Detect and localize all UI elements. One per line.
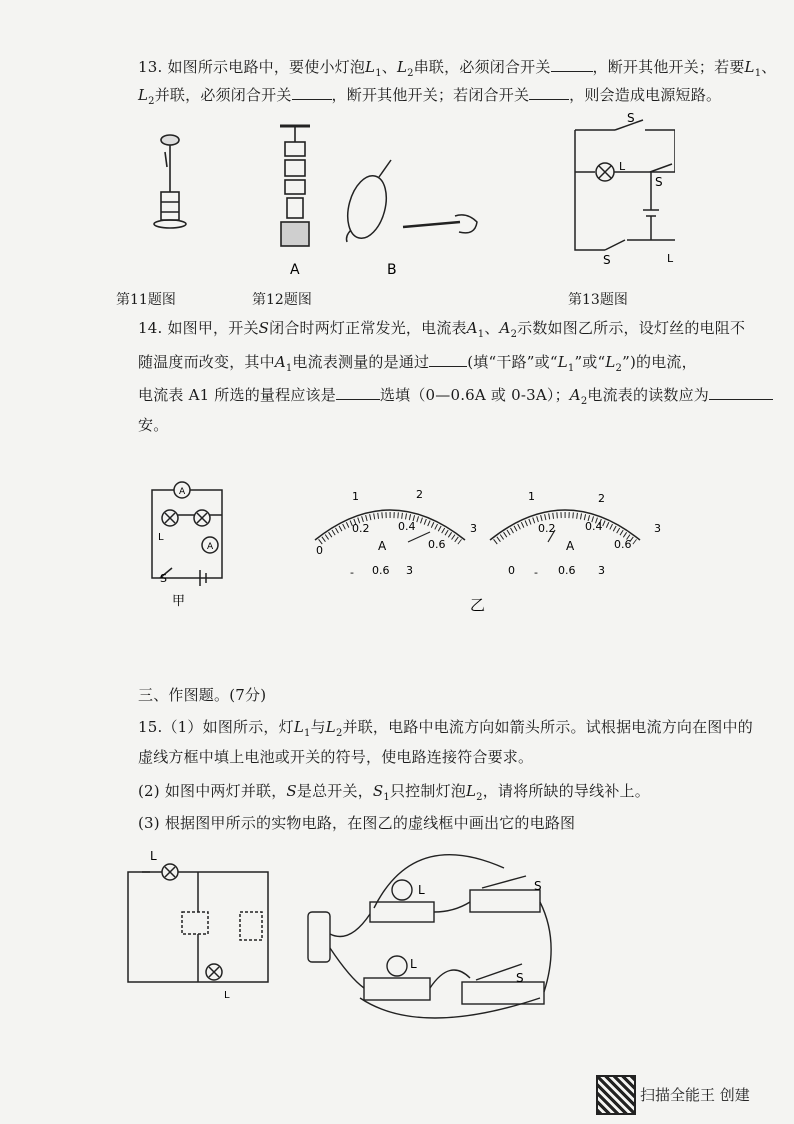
q15-l2-label: L [224, 990, 230, 1001]
q13-blank-3[interactable] [529, 85, 569, 100]
q15-line2: 虚线方框中填上电池或开关的符号，使电路连接符合要求。 [138, 748, 534, 766]
a2-term-06: 0.6 [558, 564, 576, 577]
fig12-a-apparatus [280, 126, 310, 246]
fig12-label-a: A [290, 262, 300, 278]
q14-figures [130, 470, 690, 620]
a1-zero: 0 [316, 544, 323, 557]
footer-brand: 扫描全能王 创建 [640, 1086, 750, 1104]
a1-name: A [378, 539, 387, 553]
section3-title: 三、作图题。(7分) [138, 686, 267, 704]
q15-phys-l1: L [418, 883, 425, 897]
a2-three: 3 [654, 522, 661, 535]
fig13-l2-label: L [667, 252, 674, 265]
q14-line1: 14. 如图甲，开关S闭合时两灯正常发光，电流表$A_1$、$A_2$示数如图乙所示，设灯丝的电阻不 [138, 319, 746, 340]
q14-line3: 电流表 A1 所选的量程应该是 选填（0—0.6A 或 0-3A）；$A_2$电流表的读数应为 [138, 384, 773, 407]
q15-line3: (2) 如图中两灯并联，S是总开关，$S_1$只控制灯泡$L_2$，请将所缺的导线补上。 [138, 782, 650, 803]
jia-s-label: S [160, 572, 167, 585]
caption-fig13: 第13题图 [568, 292, 628, 308]
q15-line1: 15.（1）如图所示，灯$L_1$与$L_2$并联，电路中电流方向如箭头所示。试根据电流方向在图中的 [138, 718, 753, 739]
label-jia: 甲 [172, 594, 186, 609]
q15-physical-circuit [308, 855, 551, 1018]
a2-term-3: 3 [598, 564, 605, 577]
q14-blank-1[interactable] [429, 352, 467, 367]
fig11-apparatus [154, 135, 186, 228]
q15-phys-s: S [516, 971, 524, 985]
figures-row1 [115, 112, 675, 312]
caption-fig12: 第12题图 [252, 292, 312, 308]
a1-six: 0.6 [428, 538, 446, 551]
a2-tick-04: 0.4 [585, 520, 603, 533]
a1-term-3: 3 [406, 564, 413, 577]
q13-line2: $L_2$并联，必须闭合开关 ，断开其他开关；若闭合开关 ，则会造成电源短路。 [138, 86, 722, 107]
q15-phys-l2: L [410, 957, 417, 971]
q13-line1: 13. 如图所示电路中，要使小灯泡$L_1$、$L_2$串联，必须闭合开关 ，断开其他开关；若要$L_1$、 [138, 58, 777, 79]
a2-term-neg: - [534, 566, 538, 579]
a2-tick-02: 0.2 [538, 522, 556, 535]
q14-blank-3[interactable] [709, 385, 773, 400]
a1-three: 3 [470, 522, 477, 535]
jia-a2-label: A [207, 542, 214, 552]
a1-tick-1: 1 [352, 490, 359, 503]
fig13-l1-label: L [619, 160, 626, 173]
fig12-label-b: B [387, 262, 397, 278]
a2-six: 0.6 [614, 538, 632, 551]
a1-tick-04: 0.4 [398, 520, 416, 533]
a1-tick-02: 0.2 [352, 522, 370, 535]
q15-line4: (3) 根据图甲所示的实物电路，在图乙的虚线框中画出它的电路图 [138, 814, 576, 832]
jia-l1-label: L [158, 532, 164, 543]
a2-zero: 0 [508, 564, 515, 577]
a2-tick-1: 1 [528, 490, 535, 503]
qr-code-icon [596, 1075, 636, 1115]
q14-blank-2[interactable] [336, 385, 380, 400]
fig13-s2-label: S [655, 175, 663, 189]
q14-line4: 安。 [138, 416, 169, 434]
caption-fig11: 第11题图 [116, 292, 176, 308]
a2-name: A [566, 539, 575, 553]
a1-term-neg: - [350, 566, 354, 579]
a1-tick-2: 2 [416, 488, 423, 501]
a1-term-06: 0.6 [372, 564, 390, 577]
fig13-s1-label: S [627, 112, 635, 125]
q13-blank-1[interactable] [551, 57, 593, 72]
fig12-b-apparatus [341, 160, 477, 243]
a2-tick-2: 2 [598, 492, 605, 505]
q15-l1-label: L [150, 849, 157, 863]
q13-blank-2[interactable] [292, 85, 332, 100]
label-yi: 乙 [470, 596, 486, 614]
q15-circuit [128, 864, 268, 982]
q15-figures [120, 838, 560, 1028]
q14-line2: 随温度而改变，其中$A_1$电流表测量的是通过 (填“干路”或“$L_1$”或“$L_2$”)的电流， [138, 353, 697, 374]
fig13-s3-label: S [603, 253, 611, 267]
jia-a1-label: A [179, 487, 186, 497]
q15-phys-s1: S [534, 879, 542, 893]
